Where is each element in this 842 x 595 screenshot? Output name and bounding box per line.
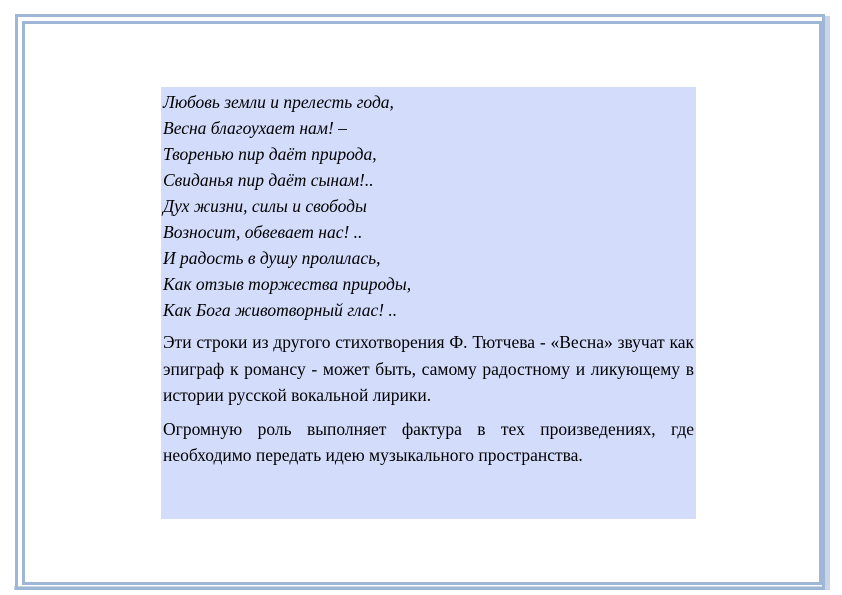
poem-line: Весна благоухает нам! – bbox=[163, 118, 347, 138]
poem-line: Творенью пир даёт природа, bbox=[163, 144, 377, 164]
poem bbox=[163, 89, 694, 323]
paragraph-epigraph: Эти строки из другого стихотворения Ф. Тютчева - «Весна» звучат как эпиграф к романсу - может быть, самому радостному и ликующему в истории русской вокальной лирики. bbox=[163, 332, 694, 405]
poem-line: И радость в душу пролилась, bbox=[163, 248, 381, 268]
poem-line: Как отзыв торжества природы, bbox=[163, 274, 412, 294]
poem-line: Возносит, обвевает нас! .. bbox=[163, 222, 363, 242]
poem-line: Свиданья пир даёт сынам!.. bbox=[163, 170, 374, 190]
text-box[interactable] bbox=[161, 87, 696, 519]
poem-line: Любовь земли и прелесть года, bbox=[163, 92, 394, 112]
poem-line: Дух жизни, силы и свободы bbox=[163, 196, 367, 216]
poem-line: Как Бога животворный глас! .. bbox=[163, 300, 398, 320]
frame-shadow-right bbox=[825, 10, 830, 588]
paragraph-texture: Огромную роль выполняет фактура в тех произведениях, где необходимо передать идею музыкального пространства. bbox=[163, 418, 694, 465]
